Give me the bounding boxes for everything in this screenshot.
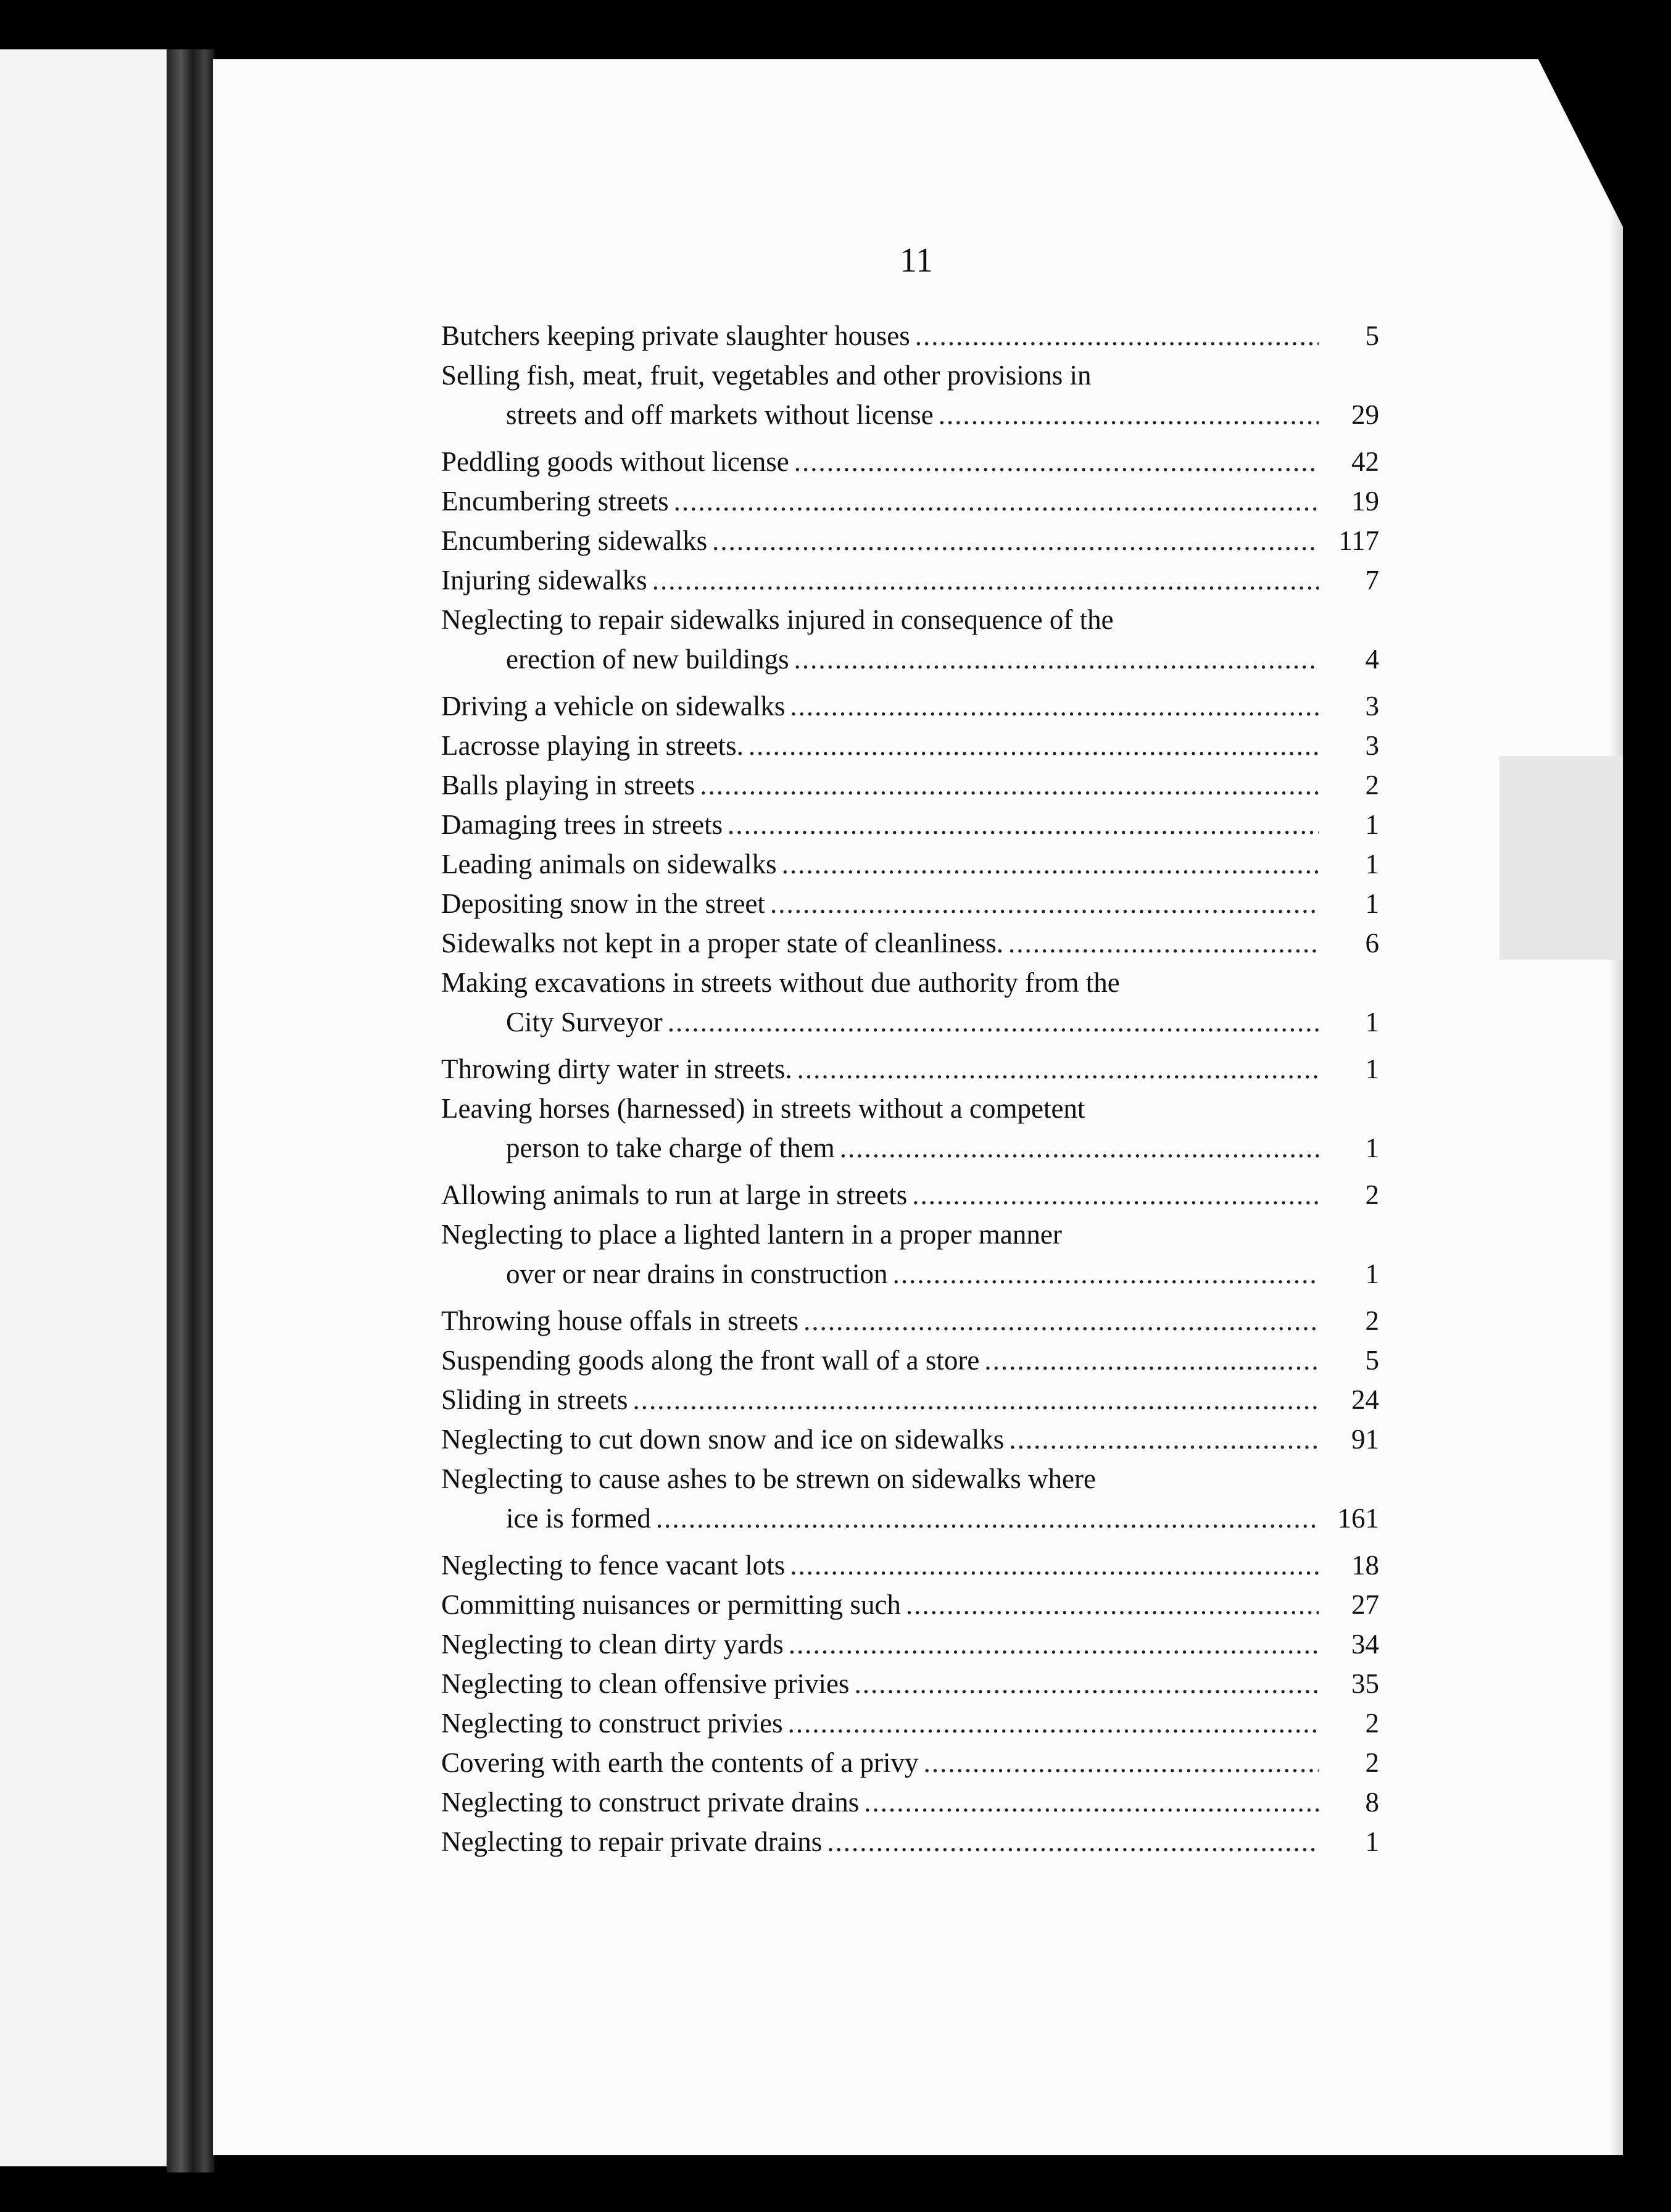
entry-line bbox=[441, 1822, 1379, 1861]
list-item bbox=[441, 726, 1379, 765]
entry-count: 29 bbox=[1351, 399, 1379, 430]
entry-line bbox=[441, 1499, 1379, 1538]
entry-text: Neglecting to fence vacant lots bbox=[441, 1550, 786, 1581]
entry-text: over or near drains in construction bbox=[506, 1258, 888, 1289]
entry-count: 1 bbox=[1365, 888, 1379, 919]
dot-leader bbox=[797, 1049, 1319, 1089]
entry-text: Depositing snow in the street bbox=[441, 888, 765, 919]
dot-leader bbox=[864, 1782, 1319, 1822]
entry-line bbox=[441, 521, 1379, 560]
entry-count: 91 bbox=[1351, 1424, 1379, 1455]
entry-count: 1 bbox=[1365, 1133, 1379, 1163]
entry-line bbox=[441, 884, 1379, 923]
list-item bbox=[441, 1175, 1379, 1215]
list-item bbox=[441, 481, 1379, 521]
entry-count: 117 bbox=[1338, 525, 1379, 556]
entry-line bbox=[441, 1420, 1379, 1459]
entry-text: Committing nuisances or permitting such bbox=[441, 1589, 901, 1620]
entry-line bbox=[441, 442, 1379, 481]
dot-leader bbox=[668, 1002, 1319, 1042]
entry-text: Neglecting to cut down snow and ice on sidewalks bbox=[441, 1424, 1005, 1455]
entry-text: Neglecting to clean offensive privies bbox=[441, 1668, 850, 1699]
entry-line bbox=[441, 726, 1379, 765]
dot-leader bbox=[656, 1499, 1319, 1538]
dot-leader bbox=[794, 639, 1319, 679]
entry-text: Leaving horses (harnessed) in streets without a competent bbox=[441, 1093, 1085, 1124]
list-item bbox=[441, 686, 1379, 726]
entry-count: 5 bbox=[1365, 1345, 1379, 1376]
dot-leader bbox=[674, 481, 1319, 521]
list-item bbox=[441, 1301, 1379, 1341]
entry-count: 6 bbox=[1365, 928, 1379, 958]
entry-text: Encumbering streets bbox=[441, 486, 669, 517]
dot-leader bbox=[840, 1128, 1319, 1168]
list-item bbox=[441, 884, 1379, 923]
entry-text: Encumbering sidewalks bbox=[441, 525, 708, 556]
entry-text: City Surveyor bbox=[506, 1007, 663, 1037]
entry-count: 2 bbox=[1365, 1747, 1379, 1778]
entry-line bbox=[441, 1301, 1379, 1341]
entry-text: Lacrosse playing in streets. bbox=[441, 730, 744, 761]
dot-leader bbox=[893, 1254, 1319, 1294]
dot-leader bbox=[803, 1301, 1319, 1341]
entry-first-line bbox=[441, 356, 1379, 395]
list-item bbox=[441, 1089, 1379, 1168]
dot-leader bbox=[633, 1380, 1319, 1420]
list-item bbox=[441, 316, 1379, 356]
entry-line bbox=[441, 316, 1379, 356]
dot-leader bbox=[794, 442, 1319, 481]
list-item bbox=[441, 963, 1379, 1042]
entry-count: 8 bbox=[1365, 1787, 1379, 1818]
dot-leader bbox=[770, 884, 1319, 923]
entry-count: 1 bbox=[1365, 809, 1379, 840]
dot-leader bbox=[984, 1341, 1319, 1380]
entry-text: Sliding in streets bbox=[441, 1384, 628, 1415]
entry-count: 1 bbox=[1365, 1826, 1379, 1857]
list-item bbox=[441, 600, 1379, 679]
list-item bbox=[441, 923, 1379, 963]
dot-leader bbox=[712, 521, 1319, 560]
entry-count: 1 bbox=[1365, 1054, 1379, 1084]
dot-leader bbox=[790, 686, 1319, 726]
page-edge-tab bbox=[1499, 756, 1623, 960]
entry-count: 2 bbox=[1365, 1179, 1379, 1210]
dot-leader bbox=[827, 1822, 1319, 1861]
entry-count: 1 bbox=[1365, 849, 1379, 879]
list-item bbox=[441, 1743, 1379, 1782]
entry-count: 1 bbox=[1365, 1258, 1379, 1289]
entry-text: Leading animals on sidewalks bbox=[441, 849, 777, 879]
entry-text: Neglecting to construct privies bbox=[441, 1708, 783, 1739]
entry-line bbox=[441, 481, 1379, 521]
list-item bbox=[441, 805, 1379, 844]
entry-line bbox=[441, 1585, 1379, 1624]
entry-text: Peddling goods without license bbox=[441, 446, 789, 477]
entry-line bbox=[441, 639, 1379, 679]
list-item bbox=[441, 1703, 1379, 1743]
page-number: 11 bbox=[900, 241, 933, 280]
entry-text: Butchers keeping private slaughter houses bbox=[441, 320, 910, 351]
entry-first-line bbox=[441, 1089, 1379, 1128]
entry-text: Neglecting to clean dirty yards bbox=[441, 1629, 784, 1660]
entry-line bbox=[441, 1380, 1379, 1420]
entry-count: 18 bbox=[1351, 1550, 1379, 1581]
entry-first-line bbox=[441, 1459, 1379, 1499]
list-item bbox=[441, 1215, 1379, 1294]
entry-count: 35 bbox=[1351, 1668, 1379, 1699]
entry-text: streets and off markets without license bbox=[506, 399, 934, 430]
entry-line bbox=[441, 1624, 1379, 1664]
dot-leader bbox=[854, 1664, 1319, 1703]
list-item bbox=[441, 1380, 1379, 1420]
dot-leader bbox=[652, 560, 1319, 600]
dot-leader bbox=[748, 726, 1319, 765]
entry-first-line bbox=[441, 600, 1379, 639]
facing-page bbox=[0, 49, 186, 2166]
entry-count: 2 bbox=[1365, 770, 1379, 800]
entry-count: 161 bbox=[1337, 1503, 1379, 1534]
entry-text: Injuring sidewalks bbox=[441, 565, 647, 596]
dot-leader bbox=[782, 844, 1319, 884]
entry-text: Suspending goods along the front wall of a store bbox=[441, 1345, 980, 1376]
dot-leader bbox=[906, 1585, 1319, 1624]
entry-text: Throwing house offals in streets bbox=[441, 1305, 799, 1336]
entry-line bbox=[441, 1703, 1379, 1743]
entry-count: 4 bbox=[1365, 644, 1379, 675]
list-item bbox=[441, 442, 1379, 481]
entry-line bbox=[441, 805, 1379, 844]
list-item bbox=[441, 521, 1379, 560]
list-item bbox=[441, 844, 1379, 884]
entry-text: erection of new buildings bbox=[506, 644, 789, 675]
entry-text: Neglecting to place a lighted lantern in a proper manner bbox=[441, 1219, 1062, 1250]
dot-leader bbox=[789, 1624, 1319, 1664]
entry-line bbox=[441, 1545, 1379, 1585]
entry-line bbox=[441, 1128, 1379, 1168]
list-item bbox=[441, 1341, 1379, 1380]
dot-leader bbox=[700, 765, 1319, 805]
entry-line bbox=[441, 1743, 1379, 1782]
entry-first-line bbox=[441, 963, 1379, 1002]
entry-text: Making excavations in streets without due authority from the bbox=[441, 967, 1120, 998]
dot-leader bbox=[924, 1743, 1319, 1782]
entry-count: 34 bbox=[1351, 1629, 1379, 1660]
offence-list bbox=[441, 316, 1379, 1861]
entry-count: 19 bbox=[1351, 486, 1379, 517]
entry-text: ice is formed bbox=[506, 1503, 651, 1534]
entry-count: 7 bbox=[1365, 565, 1379, 596]
entry-text: Neglecting to repair private drains bbox=[441, 1826, 823, 1857]
dot-leader bbox=[1009, 1420, 1319, 1459]
entry-text: Driving a vehicle on sidewalks bbox=[441, 691, 786, 721]
entry-line bbox=[441, 1254, 1379, 1294]
entry-line bbox=[441, 1002, 1379, 1042]
entry-text: Sidewalks not kept in a proper state of cleanliness. bbox=[441, 928, 1004, 958]
entry-count: 27 bbox=[1351, 1589, 1379, 1620]
list-item bbox=[441, 356, 1379, 434]
dot-leader bbox=[939, 395, 1319, 434]
entry-text: Allowing animals to run at large in streets bbox=[441, 1179, 908, 1210]
entry-line bbox=[441, 765, 1379, 805]
list-item bbox=[441, 1782, 1379, 1822]
book-gutter bbox=[167, 49, 215, 2172]
dot-leader bbox=[728, 805, 1319, 844]
entry-line bbox=[441, 686, 1379, 726]
list-item bbox=[441, 1624, 1379, 1664]
page-edge-shadow bbox=[1609, 59, 1623, 2155]
entry-count: 2 bbox=[1365, 1305, 1379, 1336]
entry-text: Covering with earth the contents of a privy bbox=[441, 1747, 919, 1778]
entry-count: 3 bbox=[1365, 691, 1379, 721]
entry-line bbox=[441, 1341, 1379, 1380]
dot-leader bbox=[915, 316, 1319, 356]
list-item bbox=[441, 1459, 1379, 1538]
entry-line bbox=[441, 1782, 1379, 1822]
entry-text: Neglecting to repair sidewalks injured in consequence of the bbox=[441, 604, 1114, 635]
dot-leader bbox=[912, 1175, 1319, 1215]
dot-leader bbox=[790, 1545, 1319, 1585]
list-item bbox=[441, 765, 1379, 805]
dot-leader bbox=[788, 1703, 1319, 1743]
entry-line bbox=[441, 923, 1379, 963]
entry-text: Throwing dirty water in streets. bbox=[441, 1054, 792, 1084]
list-item bbox=[441, 1545, 1379, 1585]
entry-text: Neglecting to cause ashes to be strewn on sidewalks where bbox=[441, 1463, 1096, 1494]
list-item bbox=[441, 1822, 1379, 1861]
entry-count: 24 bbox=[1351, 1384, 1379, 1415]
entry-count: 2 bbox=[1365, 1708, 1379, 1739]
entry-text: Damaging trees in streets bbox=[441, 809, 723, 840]
list-item bbox=[441, 1420, 1379, 1459]
entry-count: 5 bbox=[1365, 320, 1379, 351]
entry-line bbox=[441, 1664, 1379, 1703]
entry-line bbox=[441, 1175, 1379, 1215]
entry-text: Balls playing in streets bbox=[441, 770, 695, 800]
entry-text: Selling fish, meat, fruit, vegetables and other provisions in bbox=[441, 360, 1092, 391]
entry-text: person to take charge of them bbox=[506, 1133, 835, 1163]
dot-leader bbox=[1008, 923, 1319, 963]
entry-line bbox=[441, 844, 1379, 884]
list-item bbox=[441, 1664, 1379, 1703]
entry-line bbox=[441, 395, 1379, 434]
entry-count: 1 bbox=[1365, 1007, 1379, 1037]
entry-line bbox=[441, 560, 1379, 600]
entry-line bbox=[441, 1049, 1379, 1089]
entry-count: 3 bbox=[1365, 730, 1379, 761]
entry-text: Neglecting to construct private drains bbox=[441, 1787, 860, 1818]
list-item bbox=[441, 1049, 1379, 1089]
list-item bbox=[441, 560, 1379, 600]
list-item bbox=[441, 1585, 1379, 1624]
entry-count: 42 bbox=[1351, 446, 1379, 477]
entry-first-line bbox=[441, 1215, 1379, 1254]
